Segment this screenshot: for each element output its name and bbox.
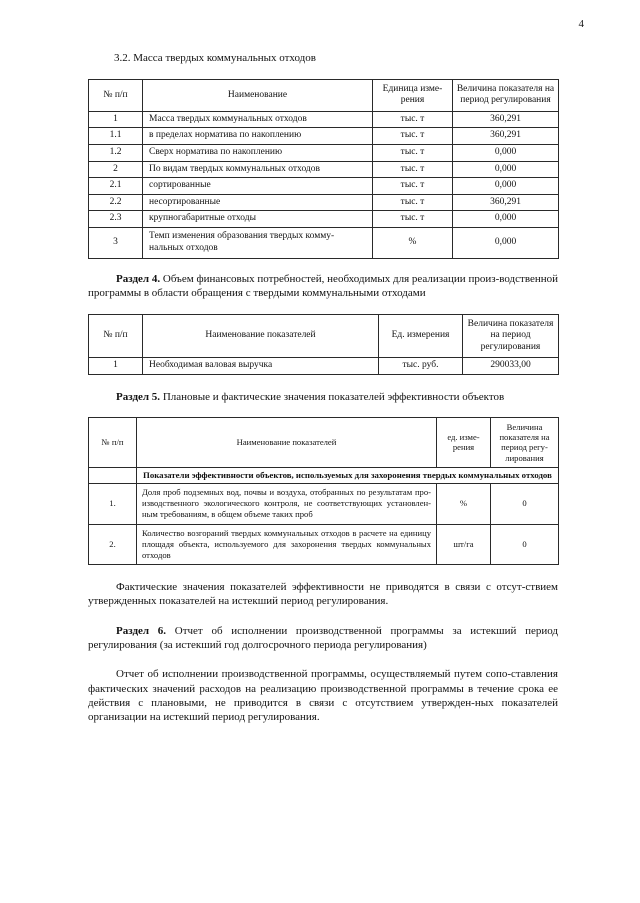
cell-no: 1.2 xyxy=(89,145,143,162)
cell-name: Сверх норматива по накоплению xyxy=(143,145,373,162)
section-5-label: Раздел 5. xyxy=(116,390,161,403)
column-header-unit: Единица изме-рения xyxy=(373,79,453,111)
section-3-2-heading: 3.2. Масса твердых коммунальных отходов xyxy=(114,52,316,64)
cell-value: 0,000 xyxy=(453,211,559,228)
table-row xyxy=(89,111,559,128)
table-row xyxy=(89,358,559,375)
cell-name: Масса твердых коммунальных отходов xyxy=(143,111,373,128)
table-financial-needs xyxy=(88,314,559,375)
cell-value: 0,000 xyxy=(453,227,559,258)
cell-unit: тыс. т xyxy=(373,145,453,162)
section-6-body: Отчет об исполнении производственной программы, осуществляемый путем сопо-ставления фактических значений расходов на реализацию производственной программы в течение срока ее действия с плановыми, не приводится в связи с отсутствием утвержден-ных показателей организации на истекший период регулирования. xyxy=(88,668,558,724)
table-header-row xyxy=(89,79,559,111)
cell-unit: тыс. т xyxy=(373,194,453,211)
section-4-heading-text: Объем финансовых потребностей, необходимых для реализации произ-водственной программы в области обращения с твердыми коммунальными отходами xyxy=(88,272,558,300)
table-row xyxy=(89,128,559,145)
cell-value: 0 xyxy=(491,484,559,525)
table-row xyxy=(89,211,559,228)
cell-unit: тыс. руб. xyxy=(379,358,463,375)
cell-no: 1.1 xyxy=(89,128,143,145)
column-header-no: № п/п xyxy=(89,418,137,468)
cell-no: 1 xyxy=(89,358,143,375)
column-header-unit: Ед. измерения xyxy=(379,314,463,358)
section-4-heading xyxy=(88,272,558,301)
section-4-label: Раздел 4. xyxy=(116,272,161,285)
page-number: 4 xyxy=(578,18,584,30)
cell-name: в пределах норматива по накоплению xyxy=(143,128,373,145)
section-5-heading-text: Плановые и фактические значения показателей эффективности объектов xyxy=(160,390,505,403)
cell-group-no xyxy=(89,467,137,483)
cell-name: Необходимая валовая выручка xyxy=(143,358,379,375)
column-header-unit: ед. изме-рения xyxy=(437,418,491,468)
column-header-no: № п/п xyxy=(89,314,143,358)
cell-name: Количество возгораний твердых коммунальных отходов в расчете на единицу площадя объекта, используемого для захоронения твердых коммунальных отходов xyxy=(137,524,437,565)
cell-no: 2.3 xyxy=(89,211,143,228)
table-mass-of-msw xyxy=(88,79,559,259)
cell-no: 2.2 xyxy=(89,194,143,211)
table-row xyxy=(89,161,559,178)
cell-unit: тыс. т xyxy=(373,161,453,178)
section-5-heading xyxy=(88,390,558,404)
cell-name: крупногабаритные отходы xyxy=(143,211,373,228)
cell-name: Темп изменения образования твердых комму-нальных отходов xyxy=(143,227,373,258)
cell-name: сортированные xyxy=(143,178,373,195)
cell-no: 1 xyxy=(89,111,143,128)
cell-group-title: Показатели эффективности объектов, используемых для захоронения твердых коммунальных отходов xyxy=(137,467,559,483)
table-row xyxy=(89,145,559,162)
section-5-note: Фактические значения показателей эффективности не приводятся в связи с отсут-ствием утвержденных показателей на истекший период регулирования. xyxy=(88,581,558,608)
cell-value: 0,000 xyxy=(453,145,559,162)
cell-name: Доля проб подземных вод, почвы и воздуха, отобранных по результатам про-изводственного экологического контроля, не соответствующих установлен-ным требованиям, в общем объеме таких проб xyxy=(137,484,437,525)
table-efficiency-indicators xyxy=(88,417,559,565)
cell-unit: тыс. т xyxy=(373,128,453,145)
cell-unit: % xyxy=(437,484,491,525)
column-header-value: Величина показателя на период регулирования xyxy=(453,79,559,111)
table-row xyxy=(89,194,559,211)
table-row xyxy=(89,227,559,258)
column-header-no: № п/п xyxy=(89,79,143,111)
section-6-label: Раздел 6. xyxy=(116,624,167,637)
cell-no: 2. xyxy=(89,524,137,565)
cell-no: 1. xyxy=(89,484,137,525)
cell-no: 2.1 xyxy=(89,178,143,195)
table-row xyxy=(89,178,559,195)
cell-unit: тыс. т xyxy=(373,178,453,195)
table-header-row xyxy=(89,314,559,358)
cell-value: 290033,00 xyxy=(463,358,559,375)
column-header-name: Наименование xyxy=(143,79,373,111)
cell-unit: шт/га xyxy=(437,524,491,565)
column-header-value: Величина показателя на период регу-лирования xyxy=(491,418,559,468)
page-content xyxy=(88,52,558,725)
section-6-heading-text: Отчет об исполнении производственной программы за истекший период регулирования (за истекший год долгосрочного периода регулирования) xyxy=(88,624,559,652)
cell-no: 3 xyxy=(89,227,143,258)
cell-unit: % xyxy=(373,227,453,258)
table-header-row xyxy=(89,418,559,468)
column-header-name: Наименование показателей xyxy=(137,418,437,468)
cell-value: 360,291 xyxy=(453,194,559,211)
section-6-heading xyxy=(88,624,558,653)
cell-unit: тыс. т xyxy=(373,111,453,128)
cell-name: несортированные xyxy=(143,194,373,211)
cell-value: 0,000 xyxy=(453,178,559,195)
cell-value: 0 xyxy=(491,524,559,565)
table-group-row xyxy=(89,467,559,483)
table-row xyxy=(89,484,559,525)
cell-value: 0,000 xyxy=(453,161,559,178)
column-header-name: Наименование показателей xyxy=(143,314,379,358)
cell-no: 2 xyxy=(89,161,143,178)
cell-name: По видам твердых коммунальных отходов xyxy=(143,161,373,178)
cell-value: 360,291 xyxy=(453,111,559,128)
column-header-value: Величина показателя на период регулирования xyxy=(463,314,559,358)
cell-value: 360,291 xyxy=(453,128,559,145)
table-row xyxy=(89,524,559,565)
cell-unit: тыс. т xyxy=(373,211,453,228)
